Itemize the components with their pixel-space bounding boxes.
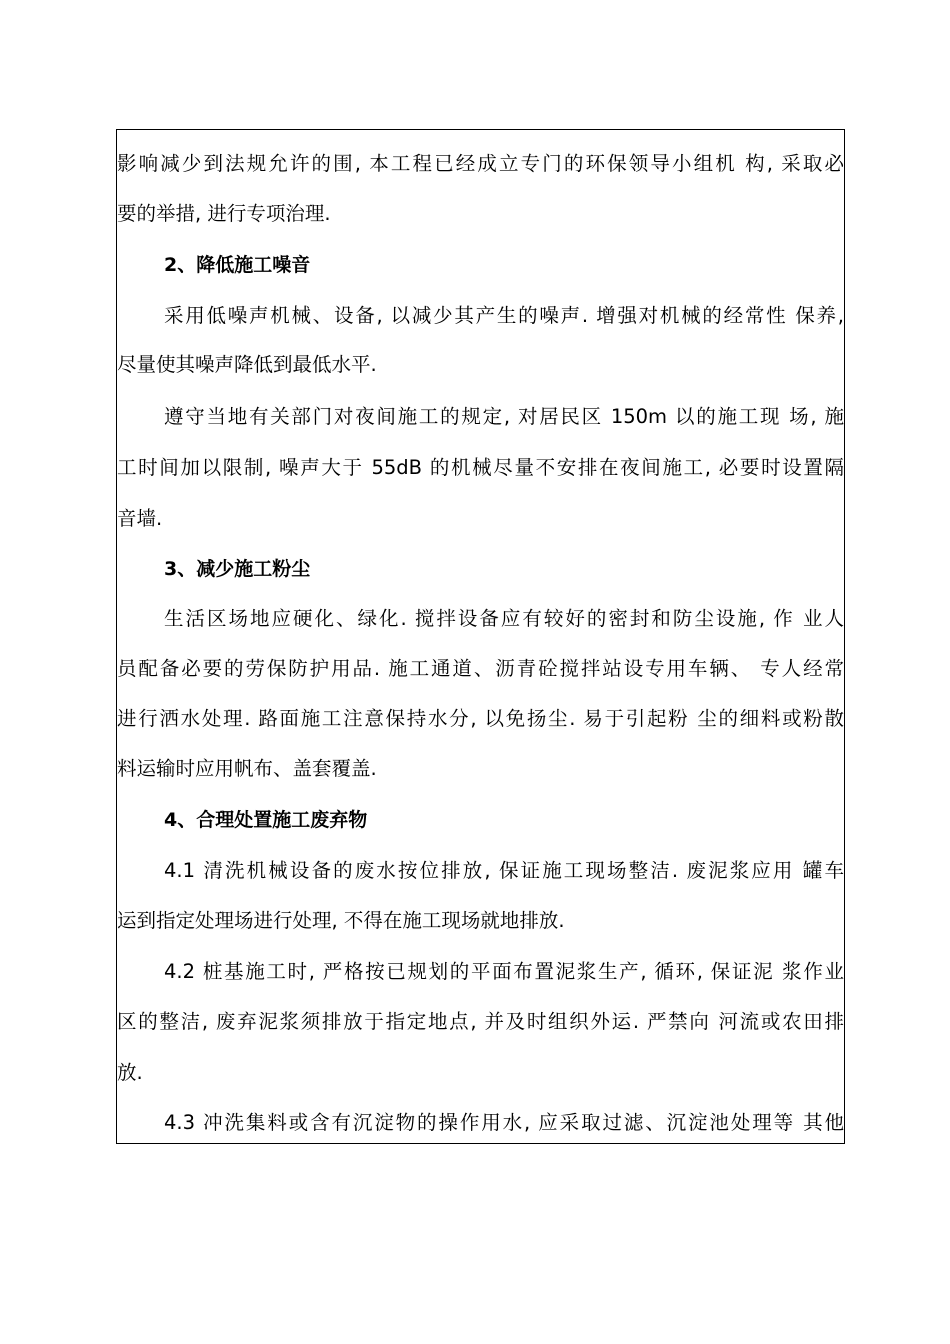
section-heading-2: 2、降低施工噪音 [164,254,311,276]
paragraph-line: 采用低噪声机械、设备, 以减少其产生的噪声. 增强对机械的经常性 保养, [164,304,844,327]
paragraph-line: 4.3 冲洗集料或含有沉淀物的操作用水, 应采取过滤、沉淀池处理等 其他 [164,1111,844,1134]
paragraph-line: 尽量使其噪声降低到最低水平. [117,353,377,376]
paragraph-line: 运到指定处理场进行处理, 不得在施工现场就地排放. [117,909,565,932]
paragraph-line: 要的举措, 进行专项治理. [117,202,331,225]
section-heading-3: 3、减少施工粉尘 [164,558,311,580]
paragraph-line: 4.2 桩基施工时, 严格按已规划的平面布置泥浆生产, 循环, 保证泥 浆作业 [164,960,844,983]
paragraph-line: 音墙. [117,507,163,530]
paragraph-line: 料运输时应用帆布、盖套覆盖. [117,757,377,780]
paragraph-line: 遵守当地有关部门对夜间施工的规定, 对居民区 150m 以的施工现 场, 施 [164,405,844,428]
paragraph-line: 影响减少到法规允许的围, 本工程已经成立专门的环保领导小组机 构, 采取必 [117,152,844,175]
document-border-frame [116,129,845,1144]
paragraph-line: 4.1 清洗机械设备的废水按位排放, 保证施工现场整洁. 废泥浆应用 罐车 [164,859,844,882]
paragraph-line: 生活区场地应硬化、绿化. 搅拌设备应有较好的密封和防尘设施, 作 业人 [164,607,844,630]
paragraph-line: 放. [117,1061,143,1084]
paragraph-line: 区的整洁, 废弃泥浆须排放于指定地点, 并及时组织外运. 严禁向 河流或农田排 [117,1010,844,1033]
paragraph-line: 工时间加以限制, 噪声大于 55dB 的机械尽量不安排在夜间施工, 必要时设置隔 [117,456,844,479]
paragraph-line: 员配备必要的劳保防护用品. 施工通道、沥青砼搅拌站设专用车辆、 专人经常 [117,657,844,680]
section-heading-4: 4、合理处置施工废弃物 [164,809,368,831]
paragraph-line: 进行洒水处理. 路面施工注意保持水分, 以免扬尘. 易于引起粉 尘的细料或粉散 [117,707,844,730]
